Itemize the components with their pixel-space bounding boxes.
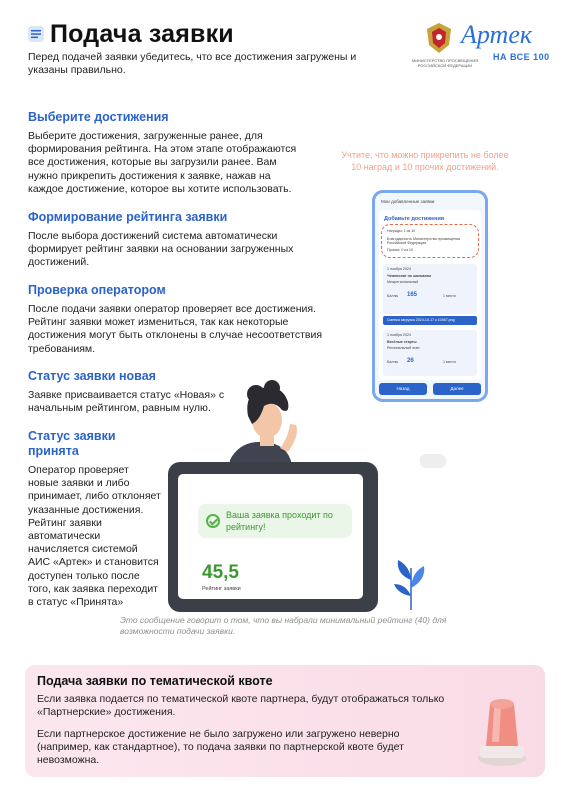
section-title-operator-check: Проверка оператором [28, 283, 166, 297]
card-date: 1 ноября 2024 [387, 267, 411, 271]
page-subtitle: Перед подачей заявки убедитесь, что все достижения загружены и указаны правильно. [28, 51, 357, 76]
achievement-card[interactable] [383, 330, 477, 376]
back-button[interactable]: Назад [379, 383, 427, 395]
rating-value: 45,5 [202, 562, 239, 583]
card-score: 165 [407, 292, 418, 298]
section-body-rating-formation: После выбора достижений система автоматически формирует рейтинг заявки на основании загруженных достижений. [28, 230, 294, 269]
phone-other-count: Прочие: 0 из 10 [387, 248, 414, 252]
file-upload-bar[interactable]: Сменка загрузка 2024-10-17 к 10467.png [383, 316, 477, 325]
section-body-status-new: Заявке присваивается статус «Новая» с начальным рейтингом, равным нулю. [28, 389, 225, 415]
artek-logo: Артек [461, 20, 533, 49]
section-title-status-new: Статус заявки новая [28, 369, 156, 383]
attachment-limit-hint: Учтите, что можно прикрепить не более 10 наград и 10 прочих достижений. [341, 150, 509, 172]
check-circle-icon [206, 514, 220, 528]
phone-award-item[interactable]: Благодарность Министерства просвещения Российской Федерации [387, 237, 461, 245]
card-date: 1 ноября 2024 [387, 333, 411, 337]
artek-logo-subtitle: НА ВСЕ 100 [493, 52, 550, 62]
quota-info-panel [25, 665, 545, 777]
card-score: 26 [407, 358, 414, 364]
section-title-select-achievements: Выберите достижения [28, 110, 169, 124]
phone-add-achievements-title: Добавьте достижения [384, 216, 445, 222]
section-body-select-achievements: Выберите достижения, загруженные ранее, для формирования рейтинга. На этом этапе отображаются все достижения, которые вы загрузили ранее. Вам нужно прикрепить достижения к заявке, нажав на каждое достижение, которое вы хотите использовать. [28, 130, 297, 195]
card-score-label: Баллы [387, 294, 399, 298]
card-level: Межрегиональный [387, 280, 419, 284]
ministry-caption: МИНИСТЕРСТВО ПРОСВЕЩЕНИЯ РОССИЙСКОЙ ФЕДЕРАЦИИ [411, 58, 479, 68]
card-title: Чемпионат по шахматам [387, 274, 432, 278]
section-title-status-accepted: Статус заявки принята [28, 429, 116, 458]
quota-paragraph-2: Если партнерское достижение не было загружено или загружено неверно (например, как стандартное), то подача заявки по партнерской квоте будет невозможна. [37, 728, 404, 767]
card-place: 1 место [443, 294, 456, 298]
plant-icon [388, 550, 434, 610]
quota-paragraph-1: Если заявка подается по тематической квоте партнера, будут отображаться только «Партнерские» достижения. [37, 693, 445, 719]
next-button[interactable]: Далее [433, 383, 481, 395]
phone-content [379, 210, 481, 380]
section-title-rating-formation: Формирование рейтинга заявки [28, 210, 228, 224]
success-notice [198, 504, 352, 538]
tablet-caption: Это сообщение говорит о том, что вы набрали минимальный рейтинг (40) для возможности подачи заявки. [120, 615, 447, 636]
siren-icon [474, 690, 530, 770]
section-body-operator-check: После подачи заявки оператор проверяет все достижения. Рейтинг заявки может измениться, так как некоторые достижения могут быть отклонены в случае несоответствия требованиям. [28, 303, 323, 355]
tablet-screen [178, 474, 363, 599]
phone-awards-count: Награды: 1 из 10 [387, 229, 416, 233]
card-level: Региональный этап [387, 346, 420, 350]
tablet-illustration [168, 462, 378, 612]
rating-label: Рейтинг заявки [202, 586, 241, 592]
coat-of-arms-logo [421, 20, 457, 56]
success-notice-text: Ваша заявка проходит по рейтингу! [226, 510, 333, 532]
achievement-card[interactable] [383, 264, 477, 314]
quota-title: Подача заявки по тематической квоте [37, 674, 273, 688]
card-title: Весёлые старты [387, 340, 417, 344]
phone-mockup [372, 190, 488, 402]
card-score-label: Баллы [387, 360, 399, 364]
card-place: 1 место [443, 360, 456, 364]
speech-bubble-icon [420, 454, 446, 468]
page-title: Подача заявки [50, 20, 234, 48]
list-icon [28, 26, 44, 42]
phone-header: Мои добавленные заявки [381, 199, 435, 204]
section-body-status-accepted: Оператор проверяет новые заявки и либо принимает, либо отклоняет указанные достижения. Рейтинг заявки автоматически начисляется системой АИС «Артек» и становится доступен только после того, как заявка переходит в статус «Принята» [28, 464, 161, 609]
